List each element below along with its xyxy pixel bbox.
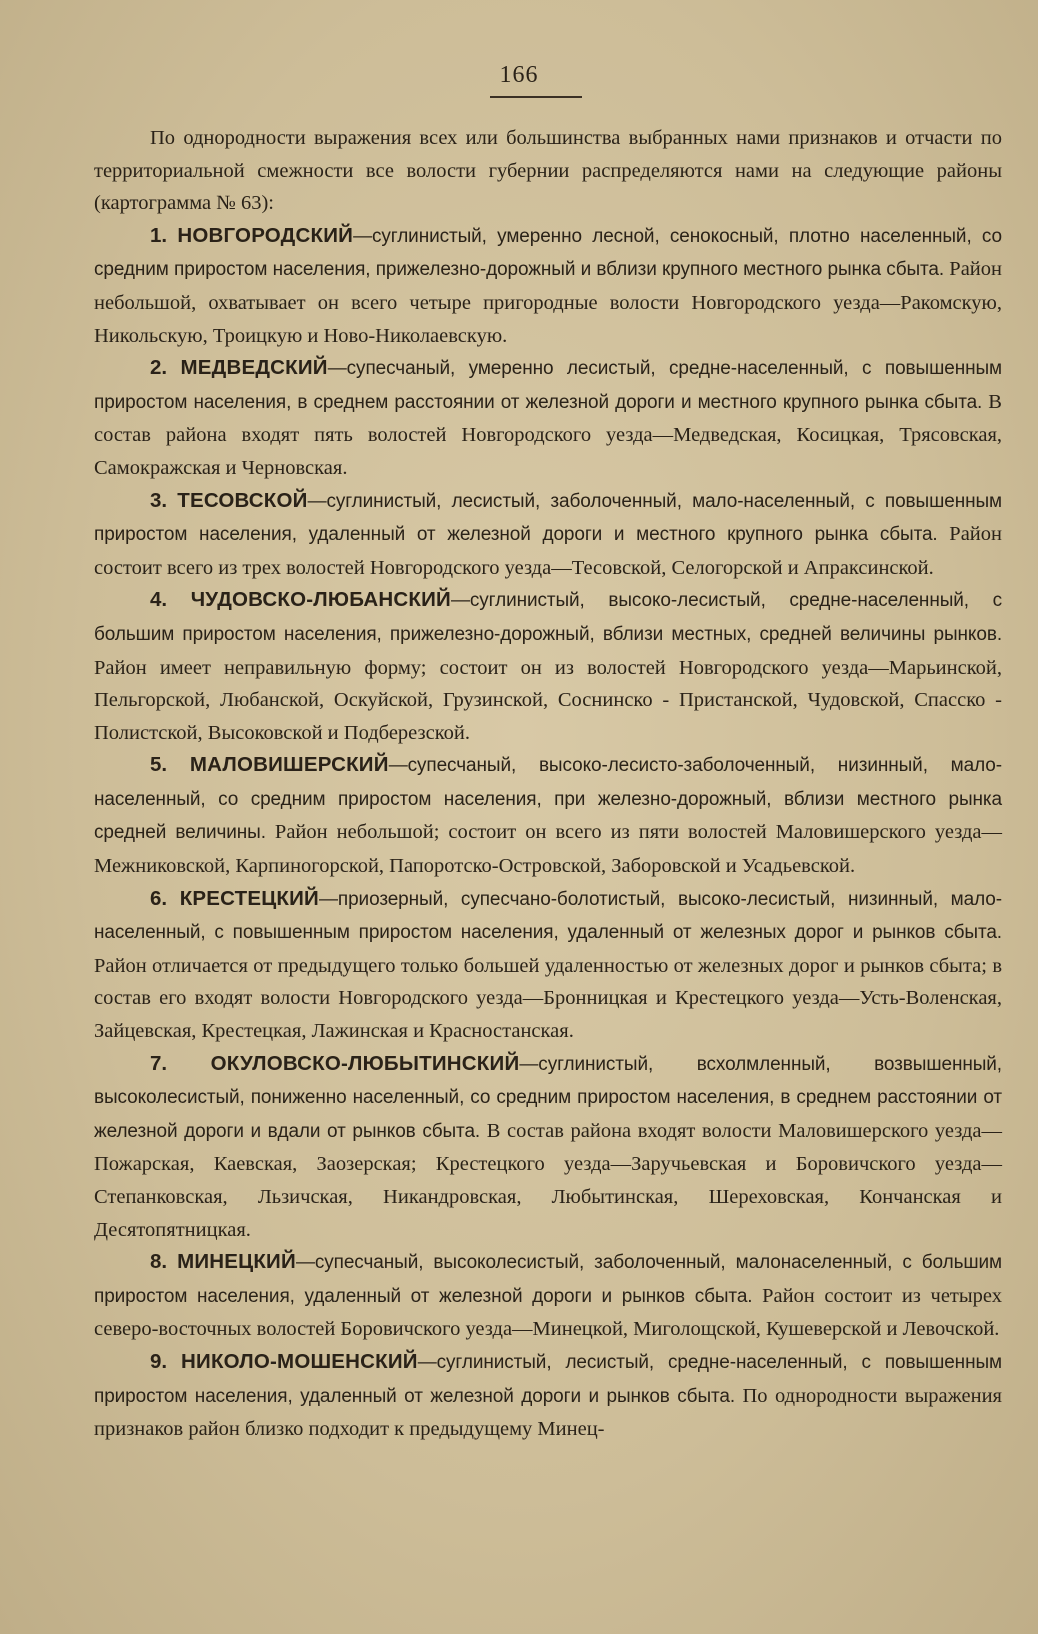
intro-paragraph: По однородности выражения всех или большинства выбранных нами признаков и отчасти по территориальной смежности все волости губернии распределяются нами на следующие районы (картограмма № 63): [94,127,1002,215]
page-body [94,122,1002,1446]
district-characteristics: —суглинистый, умеренно лесной, сенокосный, плотно населенный, со средним приростом населения, прижелезно-дорожный и вблизи крупного местного рынка сбыта. [94,225,1002,281]
district-paragraph-6 [94,883,1002,1048]
district-number: 5. [150,753,168,777]
district-number: 4. [150,588,168,612]
district-characteristics: —супесчаный, высоколесистый, заболоченный, малонаселенный, с большим приростом населения, удаленный от железной дороги и рынков сбыта. [94,1252,1002,1307]
district-paragraph-7 [94,1048,1002,1247]
district-number: 3. [150,488,168,512]
district-characteristics: —суглинистый, лесистый, заболоченный, мало-населенный, с повышенным приростом населения, удаленный от железной дороги и местного крупного рынка сбыта. [94,490,1003,546]
district-name: МАЛОВИШЕРСКИЙ [189,753,389,777]
district-composition: Район небольшой; состоит он всего из пяти волостей Маловишерского уезда—Межниковской, Карпиногорской, Папоротско-Островской, Заборовской и Усадьевской. [94,821,1002,878]
district-composition: Район имеет неправильную форму; состоит он из волостей Новгородского уезда—Марьинской, Пельгорской, Любанской, Оскуйской, Грузинской, Соснинско - Пристанской, Чудовской, Спасско - Полистской, Высоковской и Подберезской. [94,656,1002,744]
district-name: ОКУЛОВСКО-ЛЮБЫТИНСКИЙ [210,1051,520,1075]
district-composition: В состав района входят волости Маловишерского уезда—Пожарская, Каевская, Заозерская; Крестецкого уезда—Заручьевская и Боровичского уезда—Степанковская, Льзичская, Никандровская, Любытинская, Шереховская, Кончанская и Десятопятницкая. [94,1119,1002,1241]
district-name: ЧУДОВСКО-ЛЮБАНСКИЙ [190,588,451,612]
district-name: МИНЕЦКИЙ [177,1250,296,1274]
district-number: 9. [150,1349,168,1373]
district-number: 7. [150,1051,168,1075]
district-name: ТЕСОВСКОЙ [177,488,308,512]
district-characteristics: —супесчаный, умеренно лесистый, средне-населенный, с повышенным приростом населения, в среднем расстоянии от железной дороги и местного крупного рынка сбыта. [94,358,1002,413]
district-composition: Район состоит всего из трех волостей Новгородского уезда—Тесовской, Селогорской и Апраксинской. [94,523,1002,579]
district-number: 8. [150,1250,168,1274]
district-paragraph-4 [94,584,1002,749]
district-name: КРЕСТЕЦКИЙ [179,886,319,910]
district-characteristics: —супесчаный, высоко-лесисто-заболоченный, низинный, мало-населенный, со средним приростом населения, при железно-дорожный, вблизи местного рынка средней величины. [94,755,1002,844]
district-paragraph-3 [94,485,1002,585]
district-name: НОВГОРОДСКИЙ [177,223,354,247]
district-composition: Район состоит из четырех северо-восточных волостей Боровичского уезда—Минецкой, Миголощской, Кушеверской и Левочской. [94,1284,1002,1341]
district-paragraph-2 [94,352,1002,484]
page-number-underline [490,96,582,98]
district-paragraph-8 [94,1246,1002,1346]
district-characteristics: —приозерный, супесчано-болотистый, высоко-лесистый, низинный, мало-населенный, с повышенным приростом населения, удаленный от железных дорог и рынков сбыта. [94,888,1002,944]
page-number: 166 [499,62,539,88]
district-number: 6. [150,886,168,910]
district-number: 1. [150,223,168,247]
district-paragraph-1 [94,220,1002,352]
district-number: 2. [150,356,168,380]
district-characteristics: —суглинистый, высоко-лесистый, средне-населенный, с большим приростом населения, прижелезно-дорожный, вблизи местных, средней величины рынков. [94,590,1002,645]
district-paragraph-9 [94,1346,1002,1446]
district-composition: Район отличается от предыдущего только большей удаленностью от железных дорог и рынков сбыта; в состав его входят волости Новгородского уезда—Бронницкая и Крестецкого уезда—Усть-Воленская, Зайцевская, Крестецкая, Лажинская и Красностанская. [94,954,1002,1043]
district-name: НИКОЛО-МОШЕНСКИЙ [181,1349,418,1373]
district-paragraph-5 [94,749,1002,882]
district-composition: В состав района входят пять волостей Новгородского уезда—Медведская, Косицкая, Трясовская, Самокражская и Черновская. [94,390,1002,479]
district-composition: По однородности выражения признаков район близко подходит к предыдущему Минец- [94,1384,1002,1441]
district-characteristics: —суглинистый, всхолмленный, возвышенный, высоколесистый, пониженно населенный, со средним приростом населения, в среднем расстоянии от железной дороги и вдали от рынков сбыта. [94,1053,1002,1142]
district-name: МЕДВЕДСКИЙ [180,356,328,380]
district-characteristics: —суглинистый, лесистый, средне-населенный, с повышенным приростом населения, удаленный от железной дороги и рынков сбыта. [94,1351,1002,1407]
district-composition: Район небольшой, охватывает он всего четыре пригородные волости Новгородского уезда—Ракомскую, Никольскую, Троицкую и Ново-Николаевскую. [94,258,1002,347]
